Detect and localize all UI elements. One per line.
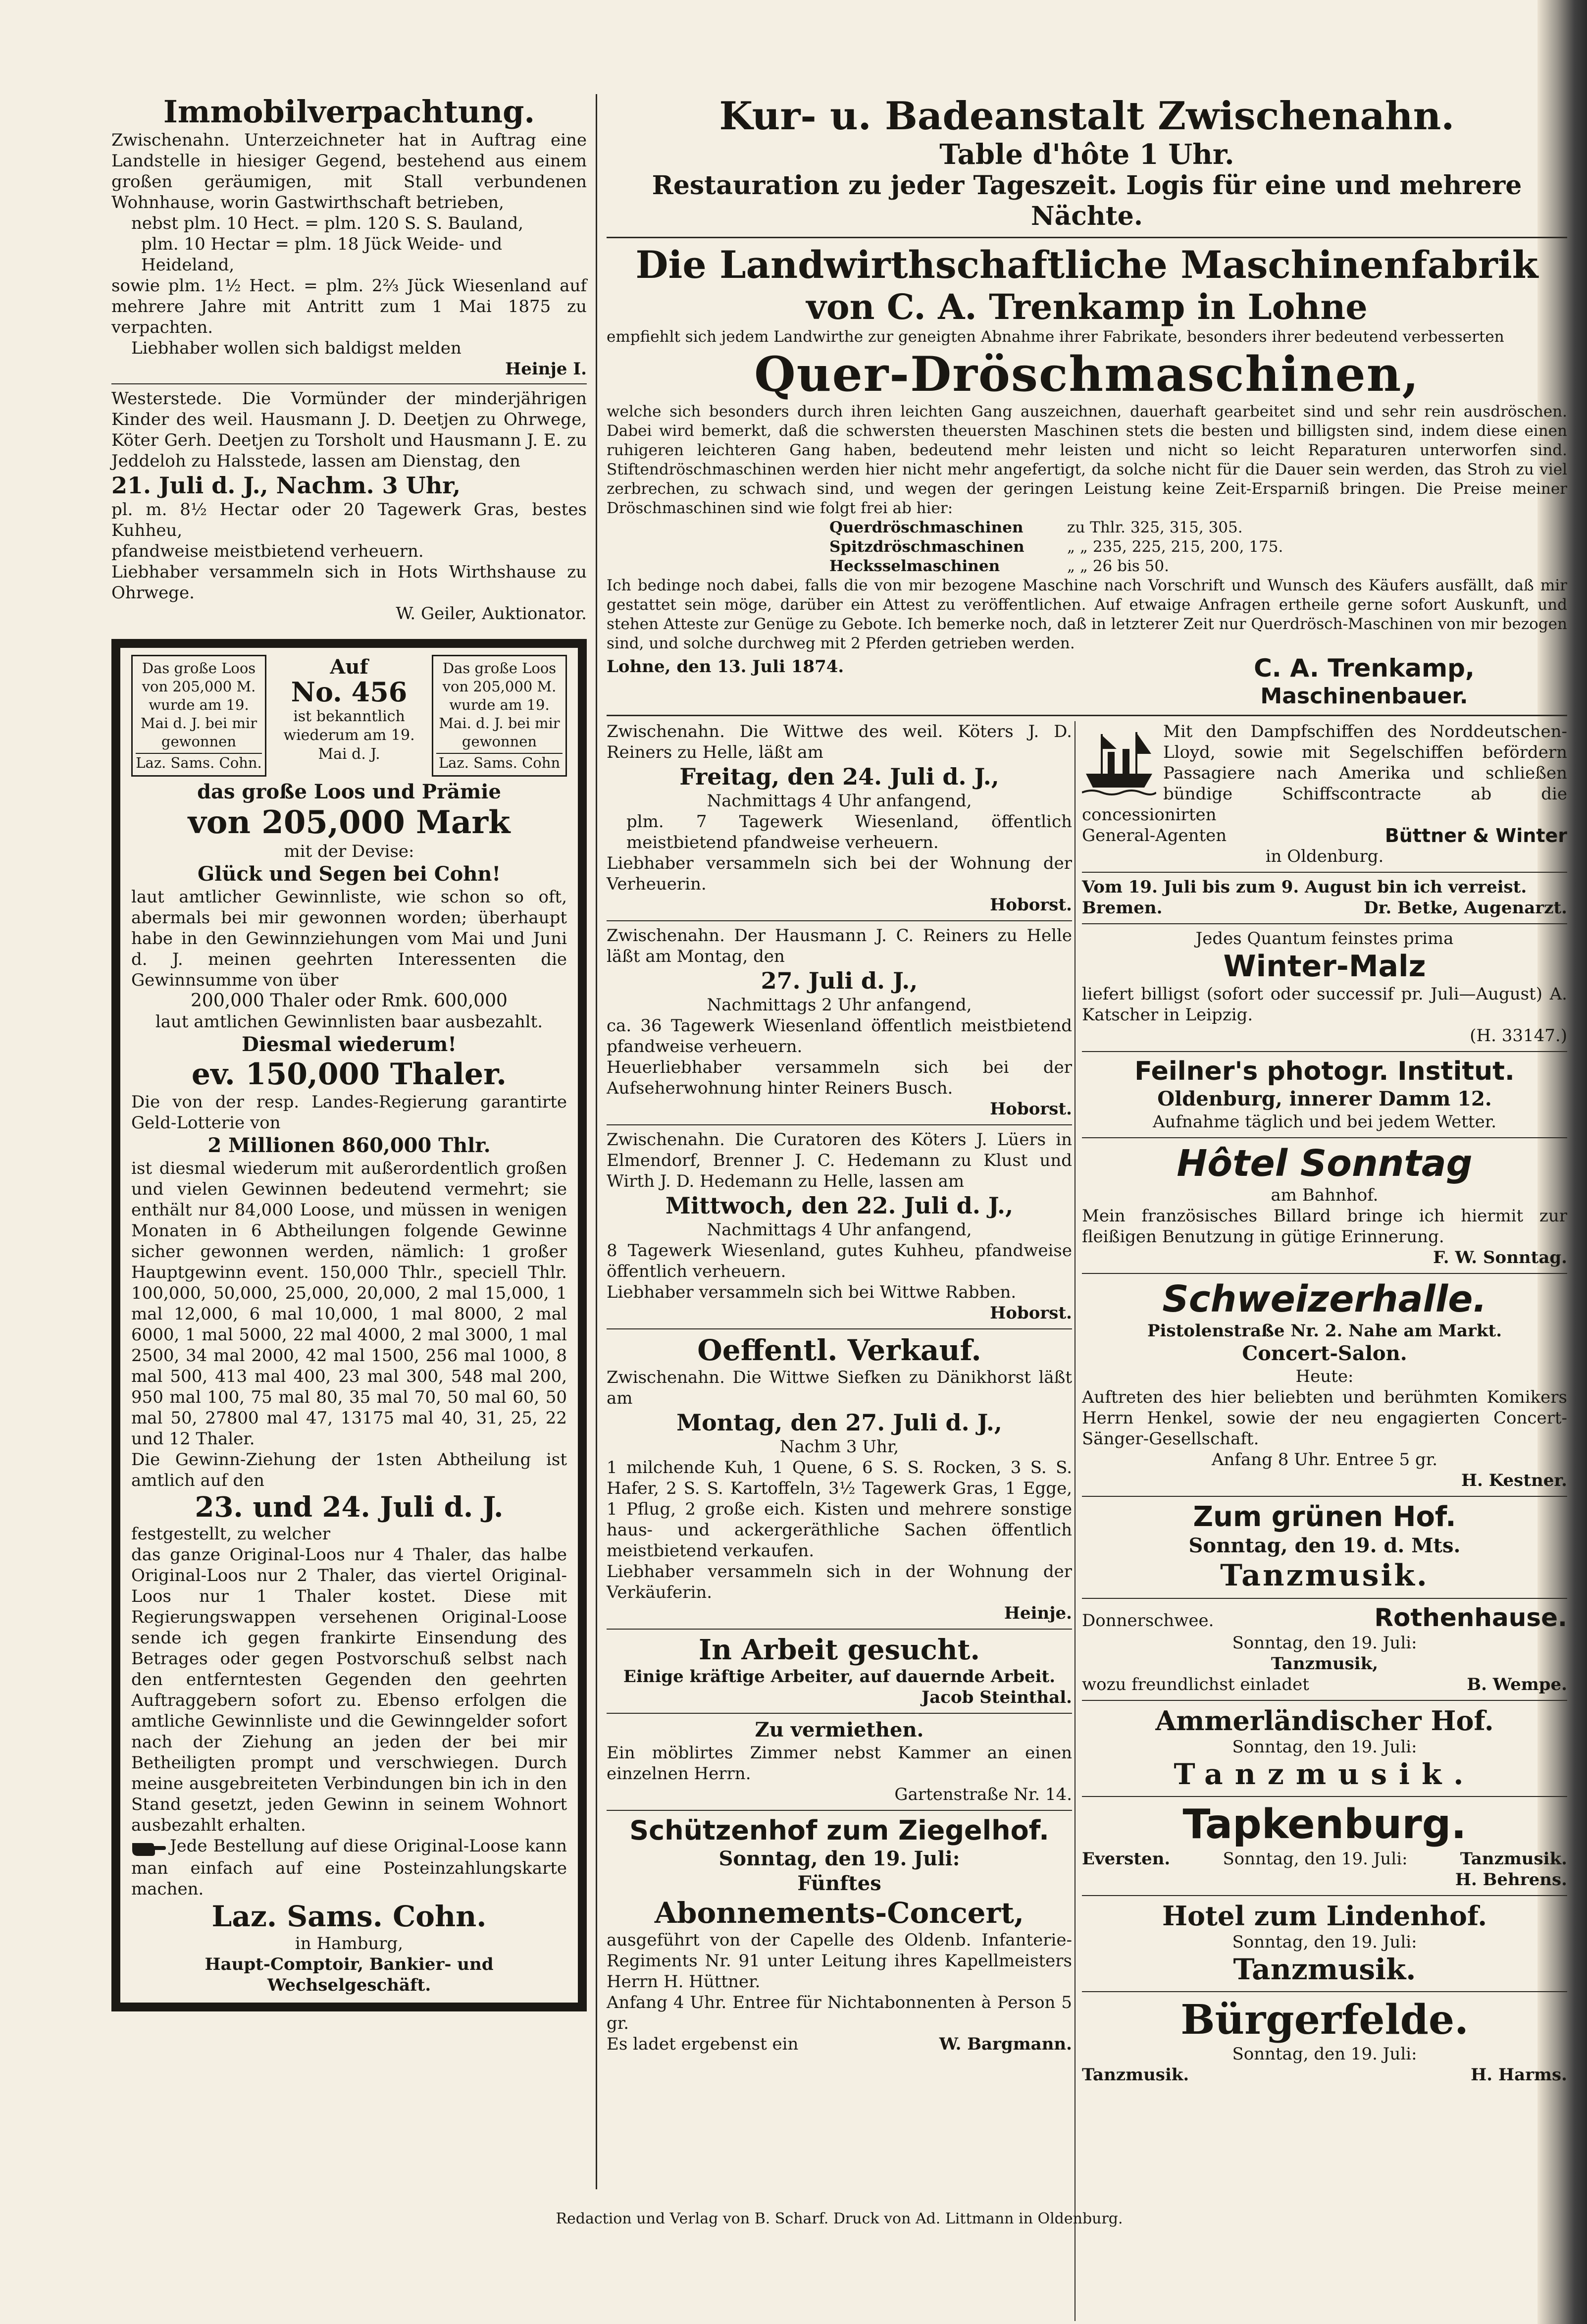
ad-footer	[1082, 2064, 1567, 2085]
ad-title: Rothenhause.	[1374, 1603, 1567, 1632]
ad-hotel-sonntag	[1082, 1142, 1567, 1268]
ad-gruener-hof	[1082, 1501, 1567, 1593]
ad-signature: Dr. Betke, Augenarzt.	[1364, 898, 1567, 918]
price-value: „ „ 26 bis 50.	[1067, 557, 1169, 575]
ad-city: in Oldenburg.	[1265, 846, 1384, 866]
ad-line: Heute:	[1295, 1367, 1354, 1386]
ad-body: Ich bedinge noch dabei, falls die von mir bezogene Maschine nach Vorschrift und Wunsch des Käufers ausfällt, daß mir gestattet sein möge, darüber ein Attest zu veröffentlichen. Auf etwaige Anfragen ertheile gerne sofort Auskunft, und stehen Atteste zur Genüge zu Gebote. Ich bemerke noch, daß in letzterer Zeit nur Querdrösch-Maschinen von mir bezogen sind, und solche durchweg mit 2 Pferden getrieben werden.	[607, 577, 1567, 652]
lottery-line: das große Loos und Prämie	[197, 780, 501, 803]
ad-title: Zu vermiethen.	[755, 1718, 924, 1742]
ad-immobilverpachtung	[111, 94, 587, 379]
ad-address: Oldenburg, innerer Damm 12.	[1157, 1087, 1492, 1110]
divider	[1082, 1598, 1567, 1599]
ad-line: Tanzmusik,	[1271, 1654, 1379, 1674]
ad-date: 27. Juli d. J.,	[761, 967, 918, 994]
ad-body: Zwischenahn. Die Curatoren des Köters J. Lüers in Elmendorf, Brenner J. C. Hedemann zu Klust und Wirth J. D. Hedemann zu Helle, lassen am	[607, 1130, 1072, 1191]
divider	[1082, 1496, 1567, 1497]
ad-title: In Arbeit gesucht.	[699, 1634, 980, 1666]
ad-signature: B. Wempe.	[1467, 1675, 1567, 1694]
ad-curatoren	[607, 1129, 1072, 1323]
ad-jc-reiners	[607, 925, 1072, 1119]
ad-body: Zwischenahn. Die Wittwe des weil. Köters J. D. Reiners zu Helle, läßt am	[607, 722, 1072, 762]
price-name: Spitzdröschmaschinen	[829, 538, 1024, 556]
ad-code: (H. 33147.)	[1470, 1026, 1567, 1046]
ad-body: Aufnahme täglich und bei jedem Wetter.	[1152, 1112, 1497, 1132]
divider	[111, 383, 587, 384]
divider	[607, 1713, 1072, 1714]
ad-date: 21. Juli d. J., Nachm. 3 Uhr,	[111, 472, 461, 499]
ad-body: welche sich besonders durch ihren leichten Gang auszeichnen, dauerhaft gearbeitet sind und sehr rein ausdröschen. Dabei wird bemerkt, daß die schwersten theuersten Maschinen stets die besten und billigsten sind, indem diese einen ruhigeren leichteren Gang haben, bedeutend mehr leisten und nicht so leicht Reparaturen unterworfen sind. Stiftendröschmaschinen werden hier nicht mehr angefertigt, da solche nicht für die Dauer sein werden, das Stroh zu viel zerbrechen, zu schwach sind, und wegen der geringen Leistung keine Zeit-Ersparniß bringen. Die Preise meiner Dröschmaschinen sind wie folgt frei ab hier:	[607, 403, 1567, 517]
ad-headline: Tanzmusik.	[1174, 1757, 1476, 1791]
ad-line: Nachmittags 4 Uhr anfangend,	[707, 791, 972, 811]
lottery-body-text: Jede Bestellung auf diese Original-Loose kann man einfach auf eine Posteinzahlungskarte machen.	[131, 1836, 567, 1899]
ad-signature: Heinje.	[1004, 1603, 1072, 1623]
ad-place: Donnerschwee.	[1082, 1611, 1214, 1631]
lottery-number: No. 456	[291, 676, 408, 708]
ad-signature: Maschinenbauer.	[1260, 684, 1468, 709]
ad-signature-block	[1161, 653, 1567, 710]
ad-date: Sonntag, den 19. Juli:	[1232, 1932, 1417, 1952]
ad-title: Tapkenburg.	[1182, 1801, 1467, 1848]
lottery-headline: von 205,000 Mark	[188, 804, 511, 841]
ad-body: Liebhaber versammeln sich in der Wohnung der Verkäuferin.	[607, 1562, 1072, 1602]
divider	[607, 237, 1567, 238]
ad-title: Ammerländischer Hof.	[1155, 1705, 1494, 1737]
ad-body: 8 Tagewerk Wiesenland, gutes Kuhheu, pfandweise öffentlich verheuern.	[607, 1241, 1072, 1281]
ad-line: Restauration zu jeder Tageszeit. Logis für eine und mehrere Nächte.	[652, 170, 1522, 231]
ad-tapkenburg	[1082, 1801, 1567, 1890]
ad-date: Sonntag, den 19. Juli:	[1232, 2044, 1417, 2064]
ad-line: Pistolenstraße Nr. 2. Nahe am Markt.	[1147, 1321, 1502, 1341]
ad-body: Liebhaber versammeln sich bei der Wohnung der Verheuerin.	[607, 853, 1072, 894]
ad-lottery-cohn	[111, 639, 587, 2011]
ad-headline: Abonnements-Concert,	[654, 1896, 1024, 1930]
ad-signature: H. Kestner.	[1461, 1471, 1567, 1490]
divider	[607, 1328, 1072, 1329]
ad-title: Zum grünen Hof.	[1193, 1501, 1456, 1533]
left-column	[111, 94, 587, 2011]
ad-line: Fünftes	[797, 1872, 881, 1895]
lottery-body: das ganze Original-Loos nur 4 Thaler, das halbe Original-Loos nur 2 Thaler, das viertel Original-Loos nur 1 Thaler kostet. Diese mit Regierungswappen versehenen Original-Loose sende ich gegen frankirte Einsendung des Betrages oder gegen Postvorschuß selbst nach den entferntesten Gegenden den geehrten Auftraggebern sofort zu. Ebenso erfolgen die amtliche Gewinnliste und die Gewinngelder sofort nach der Ziehung an jeden der bei mir Betheiligten prompt und verschwiegen. Durch meine ausgebreiteten Verbindungen bin ich in den Stand gesetzt, jeden Gewinn in seinem Wohnort ausbezahlt erhalten.	[131, 1545, 567, 1835]
sub-column-left	[607, 721, 1072, 2060]
ad-body: plm. 7 Tagewerk Wiesenland, öffentlich meistbietend pfandweise verheuern.	[626, 812, 1072, 852]
ad-date: Sonntag, den 19. Juli:	[1232, 1633, 1417, 1653]
ad-headline: Tanzmusik.	[1233, 1953, 1416, 1986]
price-row	[829, 557, 1567, 576]
lottery-headline: ev. 150,000 Thaler.	[191, 1057, 507, 1092]
ad-line: sowie plm. 1½ Hect. = plm. 2⅔ Jück Wiesenland auf mehrere Jahre mit Antritt zum 1 Mai 1875 zu verpachten.	[111, 276, 587, 337]
pointing-hand-icon	[131, 1836, 166, 1858]
ad-date: Freitag, den 24. Juli d. J.,	[679, 763, 999, 790]
divider	[1082, 1137, 1567, 1138]
lottery-cell-text: Das große Loos von 205,000 M. wurde am 19. Mai. d. J. bei mir gewonnen	[439, 660, 560, 750]
lottery-body	[131, 1836, 567, 1900]
ad-title: Die Landwirthschaftliche Maschinenfabrik	[635, 243, 1538, 287]
ad-line: wozu freundlichst einladet	[1082, 1675, 1309, 1694]
ad-footer	[1082, 1674, 1567, 1695]
ad-signature: C. A. Trenkamp,	[1254, 654, 1475, 683]
lottery-mid-top: Auf	[330, 655, 368, 679]
ad-body: ca. 36 Tagewerk Wiesenland öffentlich meistbietend pfandweise verheuern.	[607, 1016, 1072, 1056]
ad-buergerfelde	[1082, 1996, 1567, 2085]
divider	[607, 1810, 1072, 1811]
lottery-cell-left	[131, 655, 266, 777]
lottery-cell-right	[432, 655, 567, 777]
ad-headline: Tanzmusik.	[1220, 1558, 1429, 1593]
ad-body: 1 milchende Kuh, 1 Quene, 6 S. S. Rocken, 3 S. S. Hafer, 2 S. S. Kartoffeln, 3½ Tagewerk Gras, 1 Egge, 1 Pflug, 2 große eich. Kisten und mehrere sonstige haus- und ackergeräthliche Sachen öffentlich meistbietend verkaufen.	[607, 1458, 1072, 1561]
lottery-cell-name: Laz. Sams. Cohn	[436, 753, 563, 772]
lottery-cell-middle	[266, 655, 432, 777]
lottery-footer: Haupt-Comptoir, Bankier- und Wechselgeschäft.	[205, 1954, 494, 1995]
ad-lindenhof	[1082, 1900, 1567, 1986]
ad-body: Heuerliebhaber versammeln sich bei der Aufseherwohnung hinter Reiners Busch.	[607, 1057, 1072, 1098]
ad-line: pl. m. 8½ Hectar oder 20 Tagewerk Gras, bestes Kuhheu,	[111, 500, 587, 540]
ad-body: Westerstede. Die Vormünder der minderjährigen Kinder des weil. Hausmann J. D. Deetjen zu Ohrwege, Köter Gerh. Deetjen zu Torsholt und Hausmann J. E. zu Jeddeloh zu Halsstede, lassen am Dienstag, den	[111, 389, 587, 471]
lottery-header	[131, 655, 567, 777]
ad-subtitle: von C. A. Trenkamp in Lohne	[806, 286, 1368, 327]
divider	[607, 1629, 1072, 1630]
ad-date: Sonntag, den 19. Juli:	[1223, 1849, 1408, 1869]
price-row	[829, 537, 1567, 557]
ad-date: Mittwoch, den 22. Juli d. J.,	[665, 1192, 1014, 1219]
ad-title: Schützenhof zum Ziegelhof.	[629, 1815, 1049, 1846]
ad-signature: Hoborst.	[990, 1099, 1072, 1119]
ad-line: Tanzmusik.	[1082, 2065, 1189, 2085]
ad-signature: Büttner & Winter	[1384, 825, 1567, 846]
ad-address: Gartenstraße Nr. 14.	[894, 1785, 1072, 1804]
ad-body: Zwischenahn. Der Hausmann J. C. Reiners zu Helle läßt am Montag, den	[607, 926, 1072, 966]
ad-zu-vermiethen	[607, 1718, 1072, 1805]
ad-title: Hôtel Sonntag	[1177, 1142, 1473, 1185]
ad-title: Bürgerfelde.	[1180, 1996, 1469, 2044]
lottery-headline: 23. und 24. Juli d. J.	[195, 1491, 504, 1524]
ad-title: Schweizerhalle.	[1162, 1278, 1487, 1320]
page-footer: Redaction und Verlag von B. Scharf. Druck von Ad. Littmann in Oldenburg.	[556, 2210, 1123, 2227]
ad-body: Anfang 4 Uhr. Entree für Nichtabonnenten à Person 5 gr.	[607, 1993, 1072, 2033]
lottery-body: laut amtlicher Gewinnliste, wie schon so oft, abermals bei mir gewonnen worden; überhaupt habe in den Gewinnziehungen vom Mai und Juni d. J. meinen geehrten Interessenten die Gewinnsumme von über	[131, 887, 567, 990]
lottery-body: laut amtlichen Gewinnlisten baar ausbezahlt.	[155, 1012, 543, 1032]
ad-headline: Winter-Malz	[1223, 949, 1426, 984]
ad-signature: F. W. Sonntag.	[1433, 1248, 1567, 1268]
ad-body: Auftreten des hier beliebten und berühmten Komikers Herrn Henkel, sowie der neu engagierten Concert-Sänger-Gesellschaft.	[1082, 1387, 1567, 1449]
lottery-line: mit der Devise:	[284, 842, 414, 861]
ad-kuranstalt	[607, 94, 1567, 232]
ad-reiners-helle	[607, 721, 1072, 915]
ad-line: Jedes Quantum feinstes prima	[1195, 929, 1454, 949]
ad-body: liefert billigst (sofort oder successif pr. Juli—August) A. Katscher in Leipzig.	[1082, 984, 1567, 1025]
lottery-cell-text: Das große Loos von 205,000 M. wurde am 19. Mai d. J. bei mir gewonnen	[140, 660, 257, 750]
ad-line-row	[1082, 1849, 1567, 1869]
ad-line: Nachmittags 2 Uhr anfangend,	[707, 995, 972, 1015]
divider	[1082, 923, 1567, 924]
divider	[1082, 1991, 1567, 1992]
ad-date: Sonntag, den 19. Juli:	[718, 1847, 960, 1870]
ad-body: ausgeführt von der Capelle des Oldenb. Infanterie-Regiments Nr. 91 unter Leitung ihres Kapellmeisters Herrn H. Hüttner.	[607, 1930, 1072, 1992]
ad-signature: W. Geiler, Auktionator.	[396, 604, 587, 624]
divider	[1082, 1700, 1567, 1701]
ad-body: Mit den Dampfschiffen des Norddeutschen-Lloyd, sowie mit Segelschiffen befördern Passagiere nach Amerika und schließen bündige Schiffscontracte ab die concessionirten	[1082, 722, 1567, 825]
ad-feilner	[1082, 1056, 1567, 1132]
ad-arbeit-gesucht	[607, 1634, 1072, 1708]
ad-footer	[607, 2034, 1072, 2055]
ad-line: Liebhaber versammeln sich in Hots Wirthshause zu Ohrwege.	[111, 562, 587, 603]
ad-norddeutscher-lloyd	[1082, 721, 1567, 867]
divider	[1082, 1796, 1567, 1797]
lottery-body: Die Gewinn-Ziehung der 1sten Abtheilung ist amtlich auf den	[131, 1450, 567, 1490]
ad-line: Anfang 8 Uhr. Entree 5 gr.	[1211, 1450, 1438, 1470]
divider	[1082, 1051, 1567, 1052]
ad-footer	[1082, 898, 1567, 918]
price-name: Querdröschmaschinen	[829, 519, 1024, 536]
ad-line: plm. 10 Hectar = plm. 18 Jück Weide- und Heideland,	[141, 234, 503, 275]
ad-line: Liebhaber wollen sich baldigst melden	[131, 338, 461, 358]
ad-title: Immobilverpachtung.	[163, 94, 535, 130]
ad-oeffentl-verkauf	[607, 1333, 1072, 1624]
ad-signature: H. Behrens.	[1455, 1870, 1567, 1890]
divider	[1082, 1895, 1567, 1896]
ad-signature: Hoborst.	[990, 1303, 1072, 1323]
ad-body: empfiehlt sich jedem Landwirthe zur geneigten Abnahme ihrer Fabrikate, besonders ihrer bedeutend verbesserten	[607, 328, 1504, 346]
lottery-motto: Glück und Segen bei Cohn!	[197, 862, 501, 886]
ad-schuetzenhof	[607, 1815, 1072, 2055]
ad-signature: Hoborst.	[990, 895, 1072, 915]
ad-signature: W. Bargmann.	[939, 2034, 1072, 2054]
ad-line: pfandweise meistbietend verheuern.	[111, 541, 424, 561]
ad-subtitle: am Bahnhof.	[1271, 1185, 1379, 1205]
ad-line: nebst plm. 10 Hect. = plm. 120 S. S. Bauland,	[131, 213, 524, 233]
divider	[607, 920, 1072, 921]
ad-line: Concert-Salon.	[1242, 1342, 1407, 1365]
price-value: zu Thlr. 325, 315, 305.	[1067, 519, 1243, 536]
ad-date: Sonntag, den 19. d. Mts.	[1188, 1534, 1461, 1557]
ad-title: Oeffentl. Verkauf.	[697, 1333, 981, 1367]
ad-maschinenfabrik	[607, 243, 1567, 710]
ad-body: Zwischenahn. Unterzeichneter hat in Auftrag eine Landstelle in hiesiger Gegend, bestehend aus einem großen geräumigen, mit Stall verbundenen Wohnhause, worin Gastwirthschaft betrieben,	[111, 130, 587, 212]
right-column	[607, 94, 1567, 2321]
divider	[1082, 1273, 1567, 1274]
ad-line: Nachmittags 4 Uhr anfangend,	[707, 1220, 972, 1240]
ad-westerstede	[111, 388, 587, 624]
ad-body: Vom 19. Juli bis zum 9. August bin ich verreist.	[1082, 877, 1527, 897]
ad-signature: Jacob Steinthal.	[921, 1688, 1072, 1707]
ad-headline: Quer-Dröschmaschinen,	[754, 346, 1420, 402]
lottery-cell-name: Laz. Sams. Cohn.	[136, 753, 262, 772]
ad-title: Hotel zum Lindenhof.	[1162, 1900, 1487, 1932]
ad-date: Sonntag, den 19. Juli:	[1232, 1737, 1417, 1757]
ad-title: Kur- u. Badeanstalt Zwischenahn.	[719, 94, 1455, 139]
ad-winter-malz	[1082, 928, 1567, 1046]
divider	[1082, 872, 1567, 873]
ad-signature: Heinje I.	[505, 359, 587, 379]
price-list	[607, 518, 1567, 576]
ad-body: Ein möblirtes Zimmer nebst Kammer an einen einzelnen Herrn.	[607, 1743, 1072, 1784]
steamship-icon	[1082, 724, 1156, 798]
price-name: Hecksselmaschinen	[829, 557, 1000, 575]
lottery-mid-bottom: ist bekanntlich wiederum am 19. Mai d. J.	[283, 708, 415, 763]
ad-schweizerhalle	[1082, 1278, 1567, 1491]
price-value: „ „ 235, 225, 215, 200, 175.	[1067, 538, 1283, 556]
ad-line: Table d'hôte 1 Uhr.	[939, 138, 1234, 171]
ad-rothenhause	[1082, 1603, 1567, 1695]
ad-date: Lohne, den 13. Juli 1874.	[607, 657, 844, 677]
ad-line: General-Agenten	[1082, 826, 1227, 845]
ad-title: Feilner's photogr. Institut.	[1134, 1056, 1515, 1086]
ad-body: Einige kräftige Arbeiter, auf dauernde Arbeit.	[623, 1667, 1056, 1687]
ad-footer	[607, 653, 1567, 710]
ad-city: Bremen.	[1082, 898, 1163, 918]
ad-place: Eversten.	[1082, 1849, 1171, 1869]
ad-header	[1082, 1603, 1567, 1633]
ad-date: Montag, den 27. Juli d. J.,	[676, 1409, 1002, 1436]
divider	[607, 715, 1567, 716]
lottery-body: Die von der resp. Landes-Regierung garantirte Geld-Lotterie von	[131, 1092, 567, 1133]
lottery-body: 200,000 Thaler oder Rmk. 600,000	[191, 991, 508, 1011]
right-lower-area	[607, 721, 1567, 2321]
sub-column-right	[1082, 721, 1567, 2090]
ad-betke	[1082, 877, 1567, 918]
ad-ammerlaendischer-hof	[1082, 1705, 1567, 1791]
divider	[607, 1124, 1072, 1125]
page-sheet	[111, 94, 1567, 2227]
lottery-name: Laz. Sams. Cohn.	[211, 1900, 487, 1933]
lottery-city: in Hamburg,	[295, 1934, 404, 1954]
column-rule	[596, 94, 597, 2189]
ad-line: Tanzmusik.	[1460, 1849, 1567, 1869]
ad-footer	[1082, 825, 1567, 846]
lottery-line: Diesmal wiederum!	[242, 1033, 457, 1056]
ad-signature: H. Harms.	[1471, 2065, 1567, 2085]
price-row	[829, 518, 1567, 537]
ad-body: Mein französisches Billard bringe ich hiermit zur fleißigen Benutzung in gütige Erinnerung.	[1082, 1206, 1567, 1247]
lottery-body: ist diesmal wiederum mit außerordentlich großen und vielen Gewinnen bedeutend vermehrt; sie enthält nur 84,000 Loose, und müssen in wenigen Monaten in 6 Abtheilungen folgende Gewinne sicher gewonnen werden, nämlich: 1 großer Hauptgewinn event. 150,000 Thlr., speciell Thlr. 100,000, 50,000, 25,000, 20,000, 2 mal 15,000, 1 mal 12,000, 6 mal 10,000, 1 mal 8000, 2 mal 6000, 1 mal 5000, 22 mal 4000, 2 mal 3000, 1 mal 2500, 34 mal 2000, 42 mal 1500, 256 mal 1000, 8 mal 500, 413 mal 400, 23 mal 300, 548 mal 200, 950 mal 100, 75 mal 80, 35 mal 70, 50 mal 60, 50 mal 50, 27800 mal 47, 13175 mal 40, 31, 25, 22 und 12 Thaler.	[131, 1159, 567, 1449]
lottery-line: 2 Millionen 860,000 Thlr.	[207, 1134, 491, 1157]
lottery-body: festgestellt, zu welcher	[131, 1524, 330, 1544]
ad-body: Zwischenahn. Die Wittwe Siefken zu Dänikhorst läßt am	[607, 1368, 1072, 1408]
ad-body: Es ladet ergebenst ein	[607, 2034, 799, 2054]
ad-body: Liebhaber versammeln sich bei Wittwe Rabben.	[607, 1282, 1017, 1302]
ad-line: Nachm 3 Uhr,	[779, 1437, 899, 1457]
